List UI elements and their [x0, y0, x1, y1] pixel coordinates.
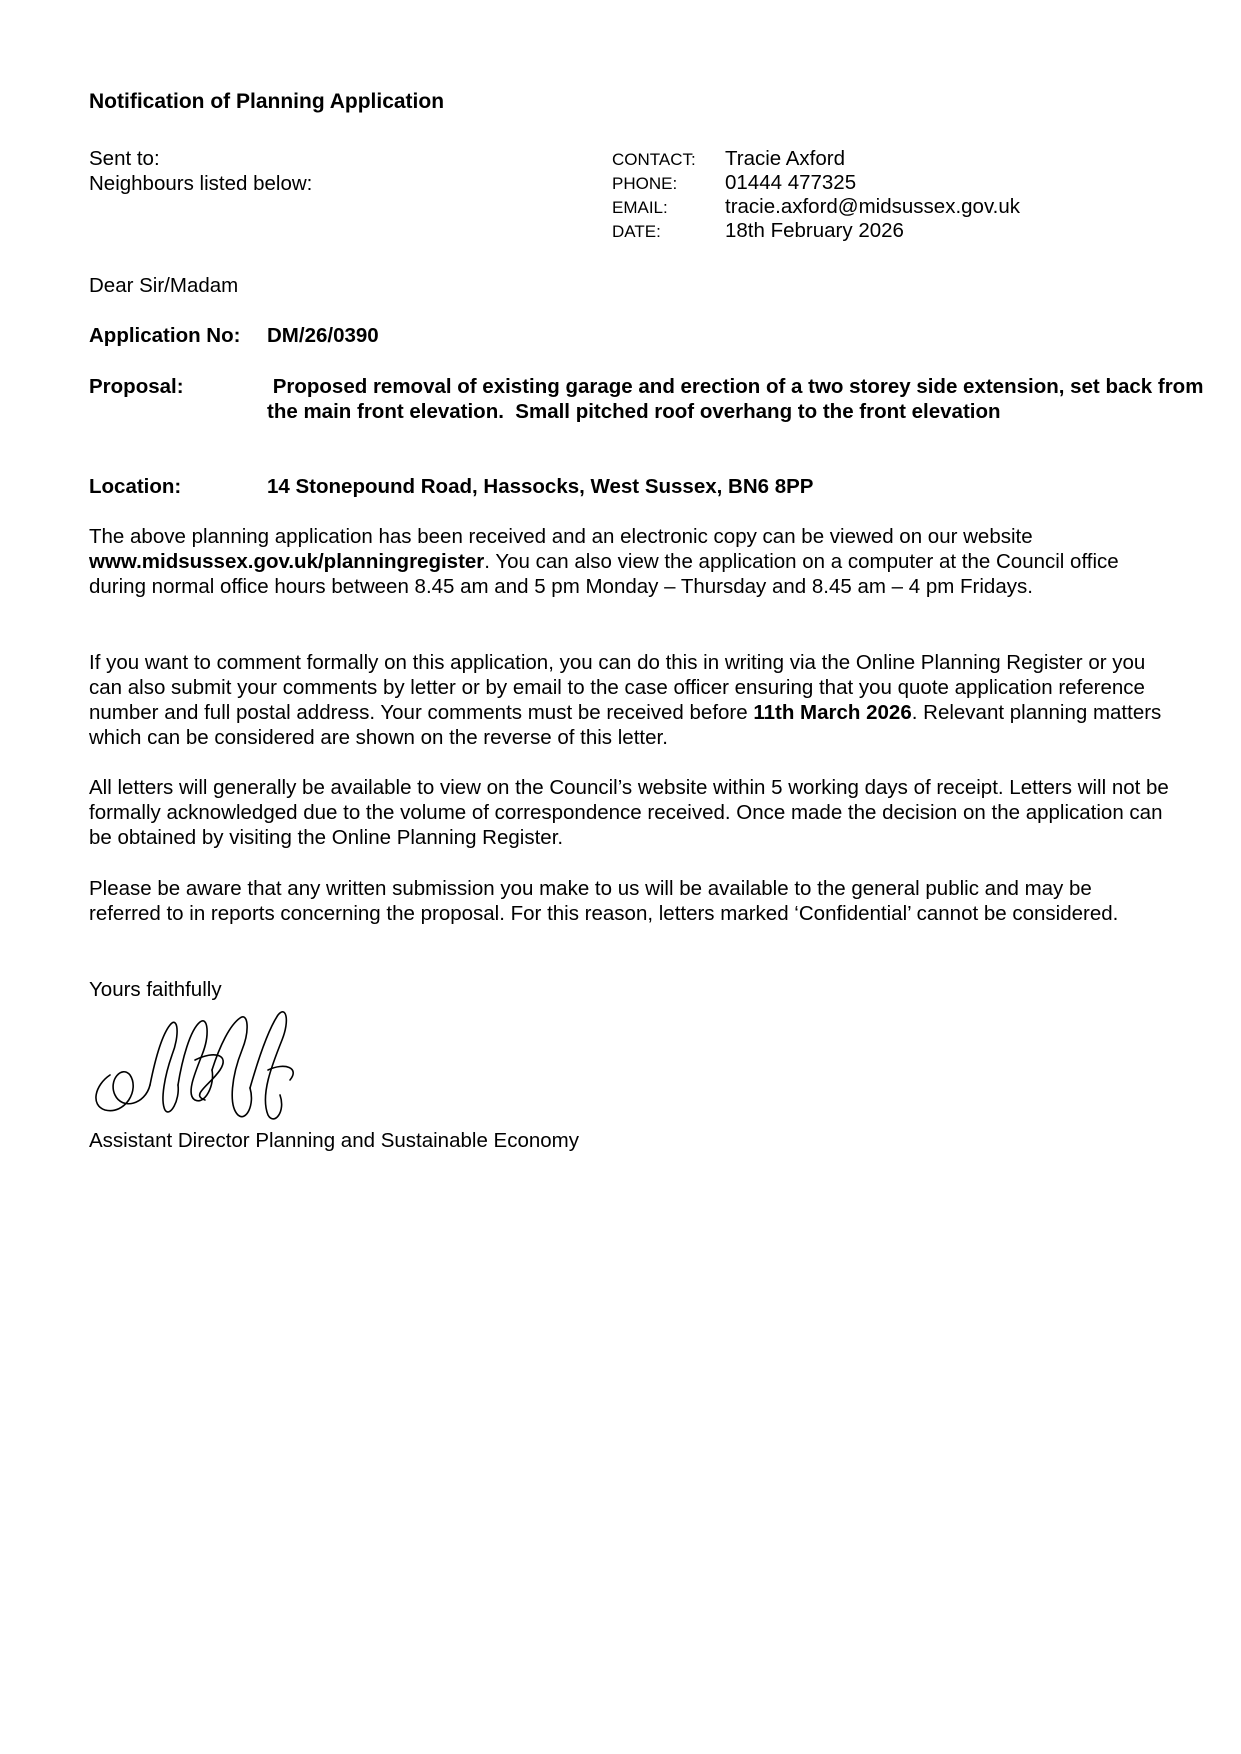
paragraph-text: . You can also view the application on a computer at the Council office during normal office hours between 8.45 am and 5 pm Monday – Thursday and 8.45 am – 4 pm Fridays. — [89, 550, 1119, 598]
email-address: tracie.axford@midsussex.gov.uk — [725, 195, 1021, 218]
contact-row-phone — [612, 170, 1020, 194]
closing: Yours faithfully — [89, 978, 222, 1001]
application-number-row — [89, 323, 1235, 348]
phone-label: PHONE: — [612, 174, 678, 193]
paragraph-letters-availability: All letters will generally be available to view on the Council’s website within 5 working days of receipt. Letters will not be formally acknowledged due to the volume of correspondence received. Once made the decision on the application can be obtained by visiting the Online Planning Register. — [89, 776, 1169, 849]
paragraph-text: If you want to comment formally on this application, you can do this in writing via the Online Planning Register or you can also submit your comments by letter or by email to the case officer ensuring that you quote application reference number and full postal address. Your comments must be received before — [89, 651, 1146, 724]
paragraph-how-to-comment — [89, 650, 1169, 750]
recipients-block — [89, 146, 312, 196]
contact-label: CONTACT: — [612, 150, 696, 169]
letter-date: 18th February 2026 — [725, 219, 904, 242]
location-address: 14 Stonepound Road, Hassocks, West Sussex, BN6 8PP — [267, 475, 814, 498]
application-number: DM/26/0390 — [267, 324, 379, 347]
contact-name: Tracie Axford — [725, 147, 846, 170]
recipients-line: Neighbours listed below: — [89, 172, 313, 195]
letter-title: Notification of Planning Application — [89, 90, 445, 113]
sent-to-label: Sent to: — [89, 147, 160, 170]
email-label: EMAIL: — [612, 198, 668, 217]
contact-row-email — [612, 194, 1020, 218]
location-label: Location: — [89, 475, 182, 498]
proposal-label: Proposal: — [89, 375, 184, 398]
phone-number: 01444 477325 — [725, 171, 857, 194]
paragraph-text: . Relevant planning matters which can be considered are shown on the reverse of this letter. — [89, 701, 1162, 749]
proposal-row — [89, 374, 1235, 424]
salutation: Dear Sir/Madam — [89, 274, 239, 297]
paragraph-application-received — [89, 524, 1169, 599]
location-row — [89, 474, 1235, 499]
proposal-text: Proposed removal of existing garage and erection of a two storey side extension, set back from the main front elevation. Small pitched roof overhang to the front elevation — [267, 375, 1210, 423]
signature-image — [90, 1000, 300, 1130]
paragraph-confidentiality: Please be aware that any written submission you make to us will be available to the general public and may be referred to in reports concerning the proposal. For this reason, letters marked ‘Confidential’ cannot be considered. — [89, 877, 1119, 925]
contact-block — [612, 146, 1020, 242]
planning-register-link: www.midsussex.gov.uk/planningregister — [89, 550, 485, 573]
contact-row-date — [612, 218, 1020, 242]
contact-row-contact — [612, 146, 1020, 170]
signatory-title: Assistant Director Planning and Sustainable Economy — [89, 1129, 579, 1152]
comment-deadline: 11th March 2026 — [753, 701, 912, 724]
date-label: DATE: — [612, 222, 661, 241]
paragraph-text: The above planning application has been received and an electronic copy can be viewed on our website — [89, 525, 1033, 548]
application-number-label: Application No: — [89, 324, 241, 347]
